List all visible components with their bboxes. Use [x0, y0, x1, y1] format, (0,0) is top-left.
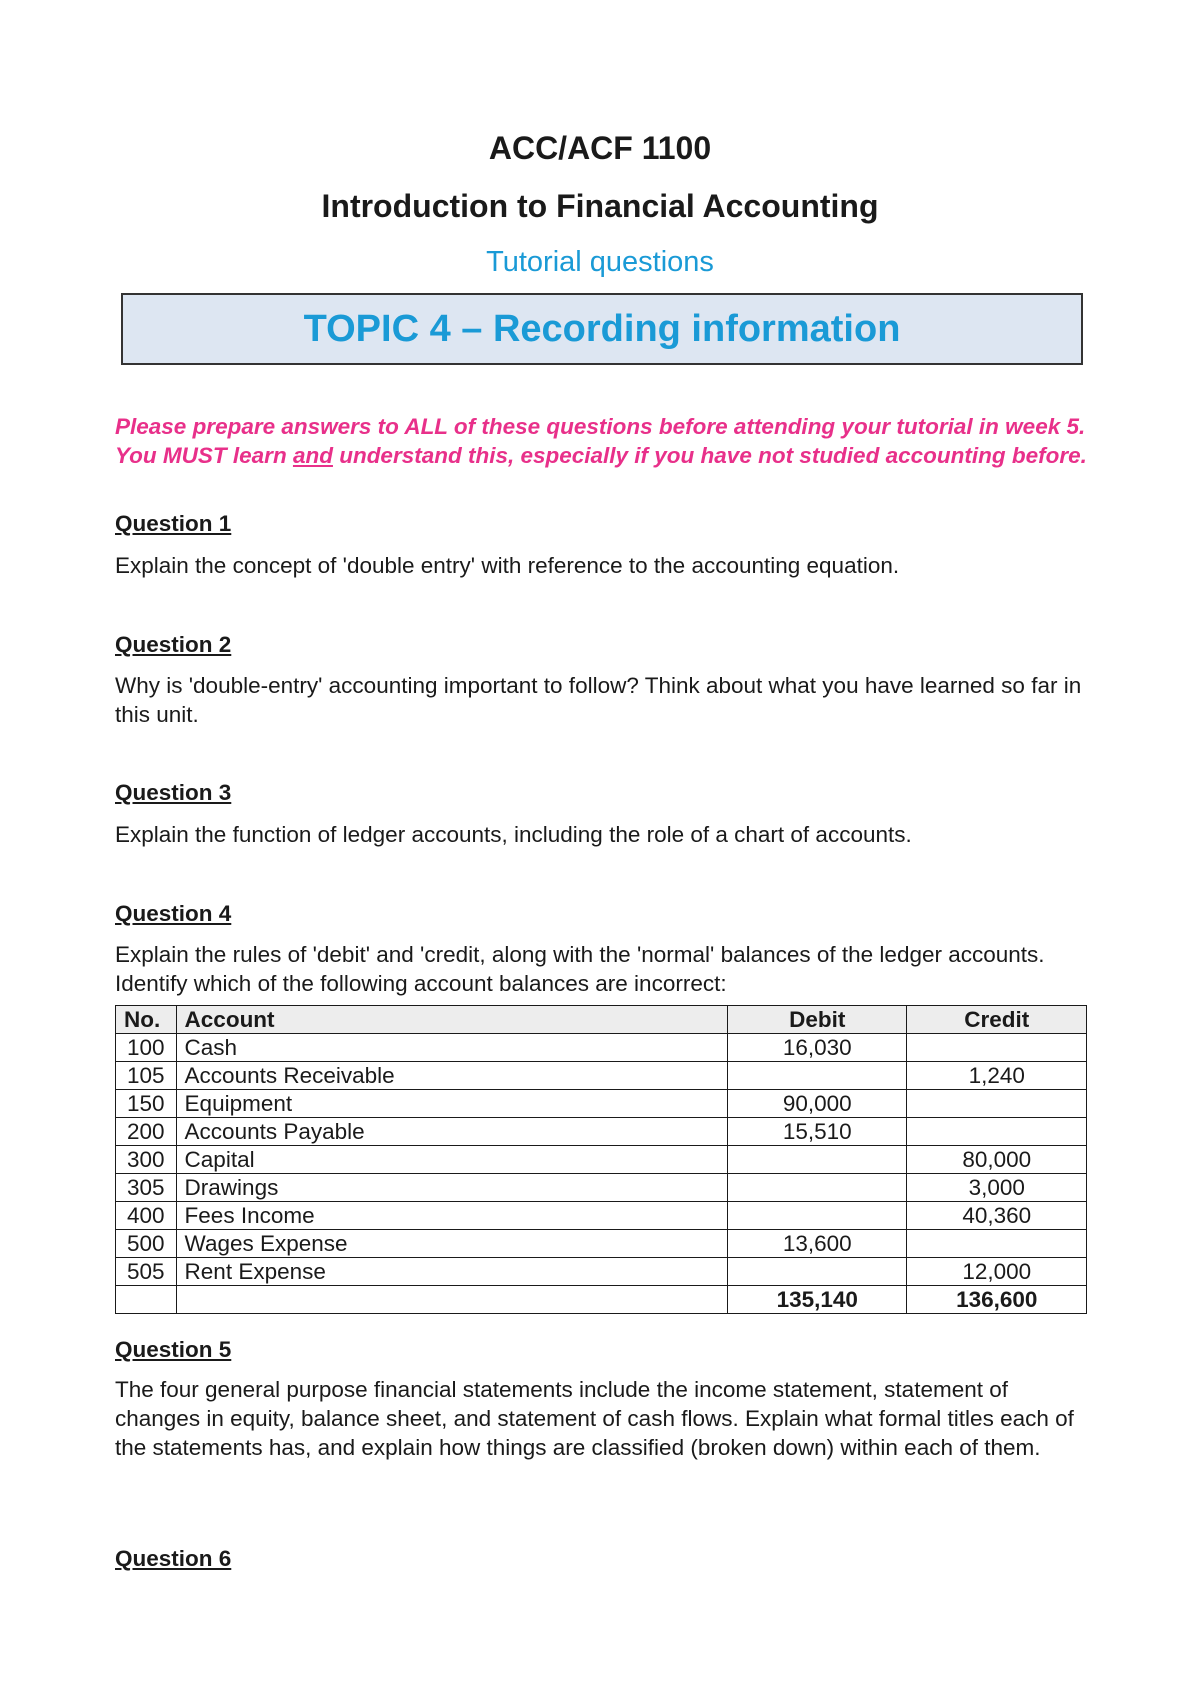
cell-no: 305: [116, 1174, 177, 1202]
cell-debit: 15,510: [728, 1118, 907, 1146]
total-debit-cell: 135,140: [728, 1286, 907, 1314]
cell-credit: [907, 1230, 1087, 1258]
question-4-text: Explain the rules of 'debit' and 'credit, along with the 'normal' balances of the ledger accounts. Identify which of the following account balances are incorrect:: [115, 942, 1045, 996]
table-row: [116, 1258, 1087, 1286]
cell-credit: 3,000: [907, 1174, 1087, 1202]
notice-text-part1: Please prepare answers to ALL of these questions before attending your tutorial in week 5. You MUST learn: [115, 414, 1086, 468]
cell-debit: [728, 1202, 907, 1230]
course-title: Introduction to Financial Accounting: [321, 188, 879, 224]
question-2-heading: Question 2: [115, 632, 232, 657]
cell-account: Drawings: [176, 1174, 727, 1202]
table-row: [116, 1202, 1087, 1230]
header-no: No.: [116, 1006, 177, 1034]
cell-account: Accounts Receivable: [176, 1062, 727, 1090]
cell-credit: 80,000: [907, 1146, 1087, 1174]
cell-debit: 13,600: [728, 1230, 907, 1258]
cell-account: Cash: [176, 1034, 727, 1062]
header-credit: Credit: [907, 1006, 1087, 1034]
notice-underlined-word: and: [292, 443, 333, 468]
cell-debit: [728, 1258, 907, 1286]
topic-banner: TOPIC 4 – Recording information: [121, 293, 1083, 365]
table-row: [116, 1146, 1087, 1174]
cell-account: Capital: [176, 1146, 727, 1174]
table-header-row: [116, 1006, 1087, 1034]
table-row: [116, 1062, 1087, 1090]
cell-debit: [728, 1062, 907, 1090]
cell-no: 105: [116, 1062, 177, 1090]
table-row: [116, 1174, 1087, 1202]
cell-no: 300: [116, 1146, 177, 1174]
question-2-text: Why is 'double-entry' accounting important to follow? Think about what you have learned so far in this unit.: [115, 673, 1082, 727]
question-5-text: The four general purpose financial statements include the income statement, statement of changes in equity, balance sheet, and statement of cash flows. Explain what formal titles each of the statements has, and explain how things are classified (broken down) within each of them.: [115, 1377, 1074, 1460]
question-1-text: Explain the concept of 'double entry' with reference to the accounting equation.: [115, 553, 900, 578]
question-1-heading: Question 1: [115, 511, 232, 536]
table-total-row: [116, 1286, 1087, 1314]
cell-debit: [728, 1174, 907, 1202]
cell-credit: 1,240: [907, 1062, 1087, 1090]
cell-credit: [907, 1090, 1087, 1118]
total-account-cell: [176, 1286, 727, 1314]
question-5-heading: Question 5: [115, 1337, 232, 1362]
cell-debit: 90,000: [728, 1090, 907, 1118]
cell-no: 505: [116, 1258, 177, 1286]
cell-account: Wages Expense: [176, 1230, 727, 1258]
header-debit: Debit: [728, 1006, 907, 1034]
question-4-heading: Question 4: [115, 901, 232, 926]
cell-no: 500: [116, 1230, 177, 1258]
cell-account: Fees Income: [176, 1202, 727, 1230]
total-credit-cell: 136,600: [907, 1286, 1087, 1314]
table-row: [116, 1118, 1087, 1146]
cell-account: Equipment: [176, 1090, 727, 1118]
cell-account: Accounts Payable: [176, 1118, 727, 1146]
cell-credit: 12,000: [907, 1258, 1087, 1286]
table-row: [116, 1090, 1087, 1118]
cell-debit: [728, 1146, 907, 1174]
cell-no: 150: [116, 1090, 177, 1118]
course-code: ACC/ACF 1100: [488, 130, 712, 166]
question-3-heading: Question 3: [115, 780, 232, 805]
cell-debit: 16,030: [728, 1034, 907, 1062]
cell-credit: [907, 1034, 1087, 1062]
table-row: [116, 1034, 1087, 1062]
header-account: Account: [176, 1006, 727, 1034]
cell-credit: [907, 1118, 1087, 1146]
ledger-balances-table: [115, 1005, 1087, 1314]
cell-no: 200: [116, 1118, 177, 1146]
cell-account: Rent Expense: [176, 1258, 727, 1286]
total-no-cell: [116, 1286, 177, 1314]
cell-no: 400: [116, 1202, 177, 1230]
cell-credit: 40,360: [907, 1202, 1087, 1230]
notice-text-part2: understand this, especially if you have not studied accounting before.: [332, 443, 1087, 468]
cell-no: 100: [116, 1034, 177, 1062]
document-type: Tutorial questions: [486, 246, 714, 278]
question-3-text: Explain the function of ledger accounts, including the role of a chart of accounts.: [115, 822, 912, 847]
preparation-notice: [115, 412, 1095, 470]
table-row: [116, 1230, 1087, 1258]
question-6-heading: Question 6: [115, 1546, 232, 1571]
